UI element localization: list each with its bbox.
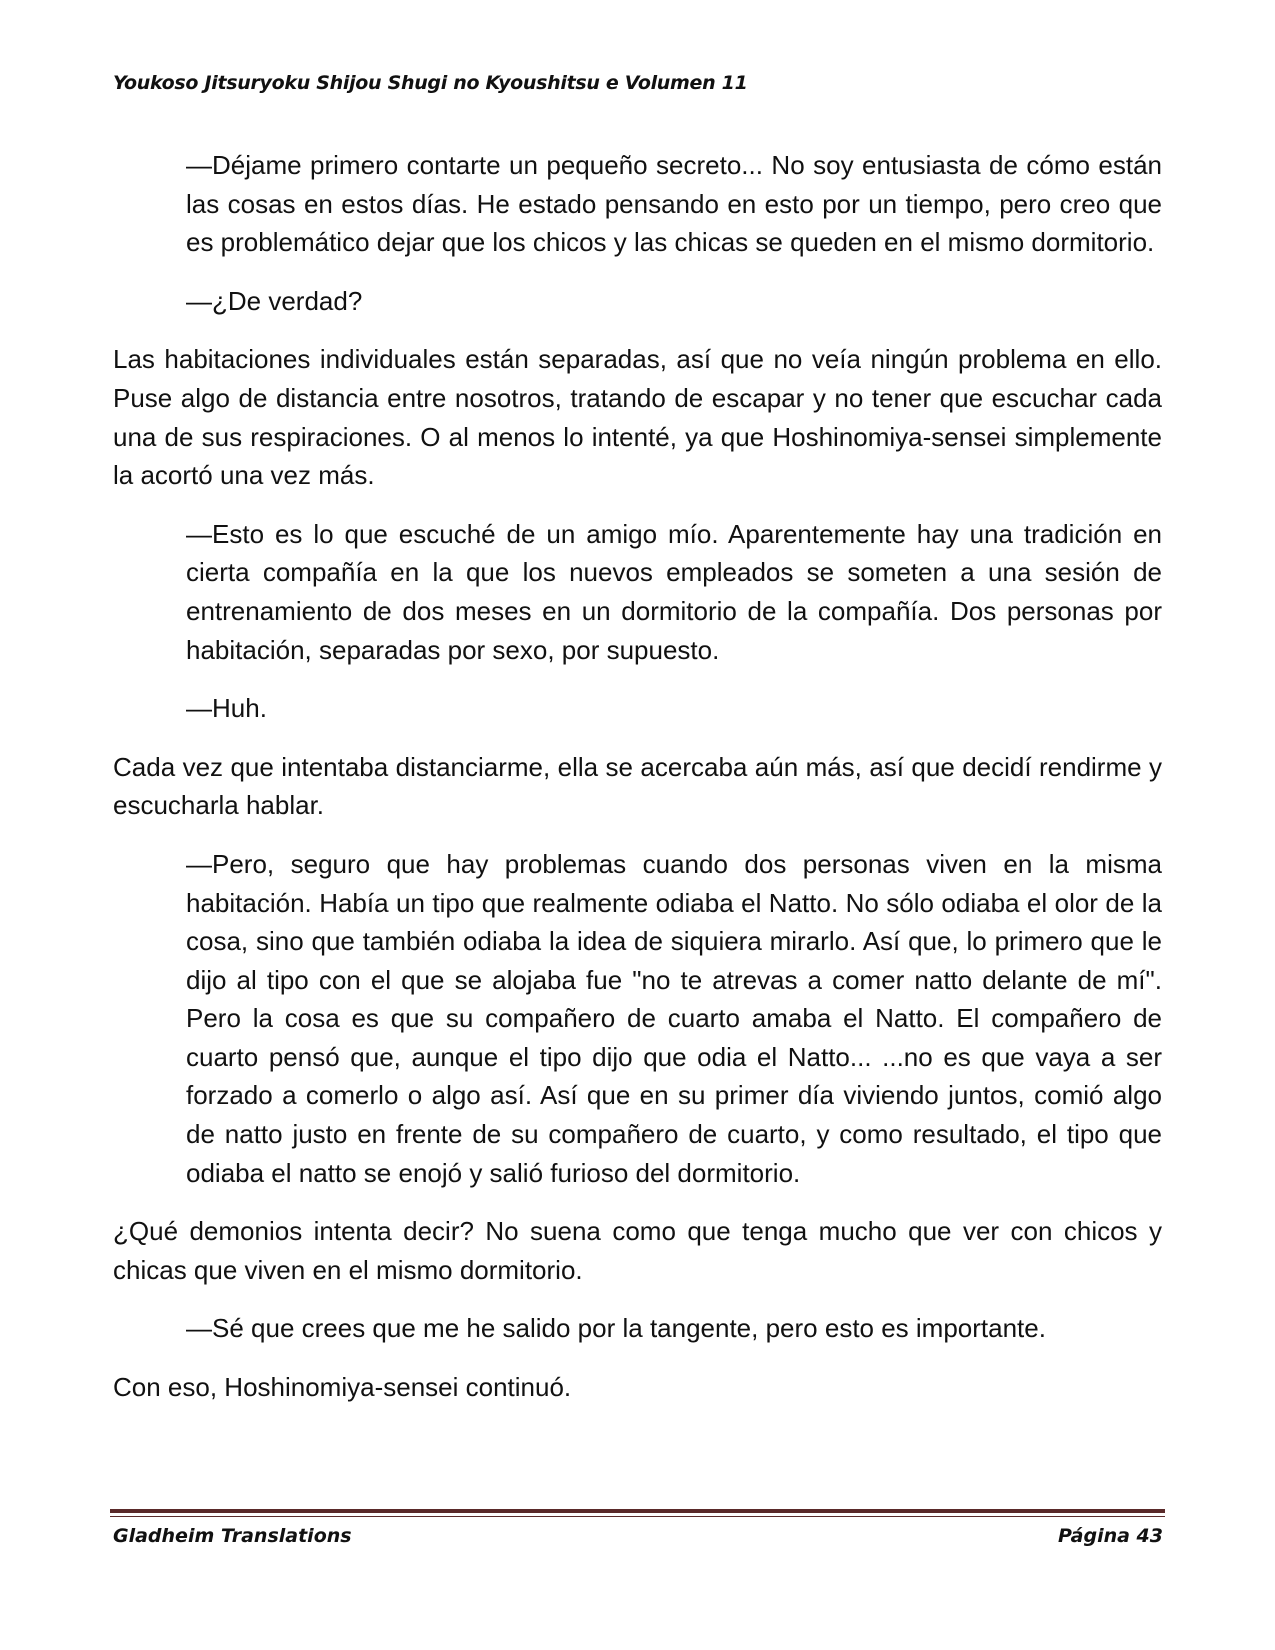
paragraph-narration: ¿Qué demonios intenta decir? No suena como que tenga mucho que ver con chicos y chicas que viven en el mismo dormitorio.: [113, 1216, 1162, 1285]
paragraph-dialog: —Pero, seguro que hay problemas cuando dos personas viven en la misma habitación. Había un tipo que realmente odiaba el Natto. No sólo odiaba el olor de la cosa, sino que también odiaba la idea de siquiera mirarlo. Así que, lo primero que le dijo al tipo con el que se alojaba fue "no te atrevas a comer natto delante de mí". Pero la cosa es que su compañero de cuarto amaba el Natto. El compañero de cuarto pensó que, aunque el tipo dijo que odia el Natto... ...no es que vaya a ser forzado a comerlo o algo así. Así que en su primer día viviendo juntos, comió algo de natto justo en frente de su compañero de cuarto, y como resultado, el tipo que odiaba el natto se enojó y salió furioso del dormitorio.: [186, 848, 1162, 1188]
paragraph-dialog: —¿De verdad?: [186, 285, 363, 316]
paragraph-dialog: —Esto es lo que escuché de un amigo mío. Aparentemente hay una tradición en cierta compañía en la que los nuevos empleados se someten a una sesión de entrenamiento de dos meses en un dormitorio de la compañía. Dos personas por habitación, separadas por sexo, por supuesto.: [186, 518, 1162, 665]
paragraph-dialog: —Déjame primero contarte un pequeño secreto... No soy entusiasta de cómo están las cosas en estos días. He estado pensando en esto por un tiempo, pero creo que es problemático dejar que los chicos y las chicas se queden en el mismo dormitorio.: [186, 150, 1162, 258]
footer-translator: Gladheim Translations: [113, 1525, 352, 1547]
footer-divider: [110, 1509, 1165, 1513]
footer-page-number: Página 43: [1057, 1525, 1163, 1547]
paragraph-narration: Con eso, Hoshinomiya-sensei continuó.: [113, 1372, 572, 1403]
footer-divider-thin: [110, 1516, 1165, 1517]
page-body: [113, 146, 1162, 1427]
paragraph-dialog: —Sé que crees que me he salido por la tangente, pero esto es importante.: [186, 1313, 1046, 1344]
paragraph-dialog: —Huh.: [186, 693, 267, 724]
paragraph-narration: Las habitaciones individuales están separadas, así que no veía ningún problema en ello. Puse algo de distancia entre nosotros, tratando de escapar y no tener que escuchar cada una de sus respiraciones. O al menos lo intenté, ya que Hoshinomiya-sensei simplemente la acortó una vez más.: [113, 344, 1162, 491]
page-header-title: Youkoso Jitsuryoku Shijou Shugi no Kyoushitsu e Volumen 11: [113, 72, 748, 94]
paragraph-narration: Cada vez que intentaba distanciarme, ella se acercaba aún más, así que decidí rendirme y escucharla hablar.: [113, 751, 1162, 821]
